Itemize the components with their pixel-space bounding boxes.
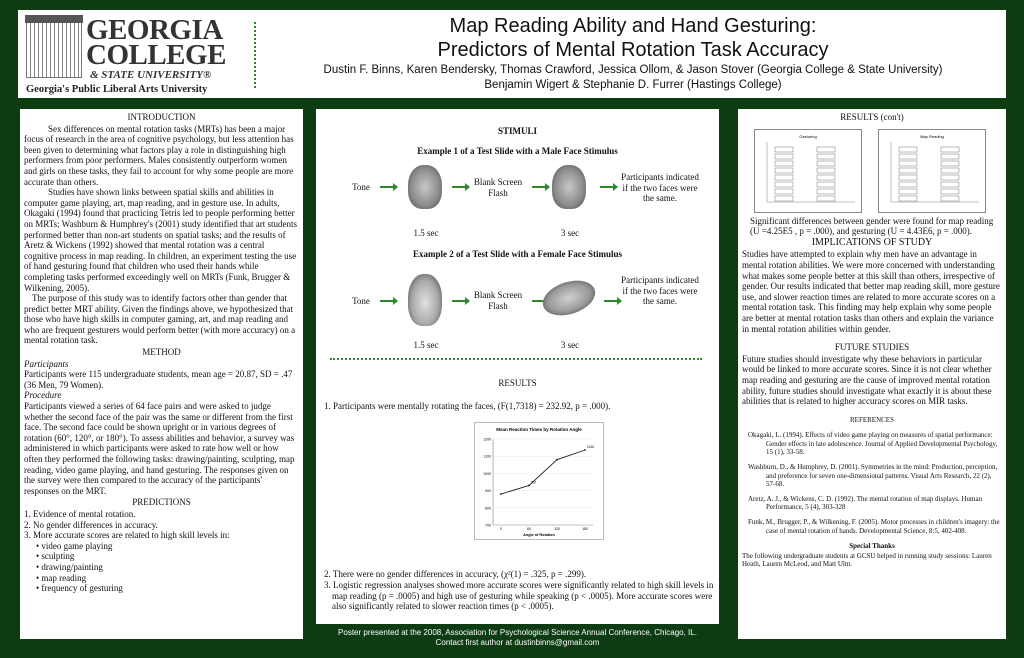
data-point	[584, 449, 586, 451]
thanks-text: The following undergraduate students at GCSU helped in running study sessions: Lauren Heath, Lauren McLeod, and Matt Ulm.	[742, 551, 992, 569]
bar-segment	[941, 189, 959, 194]
intro-paragraph-3: The purpose of this study was to identify factors other than gender that predict better MRT ability. Given the findings above, we hypothesized that those who have high skills in computer gaming, art, and map reading and who are frequent gesturers would perform better (with more accuracy) on a mental rotation task.	[24, 293, 296, 346]
bar-segment	[899, 189, 917, 194]
procedure-text: Participants viewed a series of 64 face pairs and were asked to judge whether the second face of the pair was the same or different from the first face. The second face could be shown upright or in various degrees of rotation (60°, 120°, or 180°). To assess abilities and behavior, a survey was administered in which participants were asked to rate how well or how often they performed the following tasks: drawing/painting, sculpting, map reading, video game playing, and hand gesturing. The responses given on the survey were then compared to the accuracy of the participants' responses on the MRT.	[24, 401, 295, 496]
bar-segment	[899, 182, 917, 187]
x-tick-label: 60	[527, 527, 531, 531]
bar-segment	[817, 154, 835, 159]
reference-item: Aretz, A. J., & Wickens, C. D. (1992). The mental rotation of map displays. Human Performance, 5 (4), 303-328	[748, 494, 983, 512]
bar-segment	[775, 196, 793, 201]
tone-label: Tone	[352, 182, 370, 192]
bar-segment	[941, 147, 959, 152]
bar-segment	[899, 175, 917, 180]
time-label: 1.5 sec	[413, 228, 439, 238]
bar-segment	[941, 168, 959, 173]
right-column	[738, 109, 1006, 639]
bar-segment	[775, 182, 793, 187]
footer-line-1: Poster presented at the 2008, Association for Psychological Science Annual Conference, Chicago, IL.	[338, 628, 697, 637]
data-point	[528, 485, 530, 487]
bar-segment	[817, 161, 835, 166]
poster-footer	[316, 628, 719, 648]
prediction-sublist	[24, 541, 299, 594]
future-studies-heading: FUTURE STUDIES	[834, 342, 910, 353]
bar-segment	[817, 182, 835, 187]
arrow-icon	[604, 300, 618, 302]
blank-screen-label: Blank Screen Flash	[473, 177, 523, 198]
participants-indicate-label: Participants indicated if the two faces were the same.	[621, 275, 699, 307]
reference-item: Washburn, D., & Humphrey, D. (2001). Symmetries in the mind: Production, perception, and preference for seven one-dimensional patterns. Visual Arts Research, 22 (2), 57-68.	[748, 463, 998, 489]
prediction-sub-item: • map reading	[36, 573, 299, 584]
bar-segment	[899, 196, 917, 201]
bar-segment	[817, 168, 835, 173]
bar-segment	[899, 147, 917, 152]
gender-difference-text: Significant differences between gender were found for map reading (U =4.25E5 , p = .000), and gesturing (U = 4.43E6, p = .000).	[750, 215, 994, 237]
series-line	[501, 450, 585, 494]
references-heading: REFERENCES	[850, 415, 894, 424]
prediction-sub-item: • sculpting	[36, 551, 299, 562]
bar-segment	[941, 175, 959, 180]
logo-line-2: COLLEGE	[86, 39, 226, 71]
male-face-image	[552, 165, 586, 209]
result-1: 1. Participants were mentally rotating the faces, (F(1,7318) = 232.92, p = .000).	[324, 401, 611, 411]
bar-segment	[775, 189, 793, 194]
bar-segment	[775, 161, 793, 166]
time-label: 3 sec	[560, 228, 580, 238]
bar-segment	[775, 168, 793, 173]
logo-line-1: GEORGIA	[86, 14, 223, 46]
participants-label: Participants	[24, 358, 69, 369]
intro-paragraph-1: Sex differences on mental rotation tasks (MRTs) has been a major focus of research in the area of cognitive psychology, but less attention has been given to determining what factors play a role in distinguishing high performers from poor performers. Males consistently outperform women and girls on these tasks, they fail to account for why some people are more accurate than others.	[24, 123, 294, 187]
poster-title-line-1: Map Reading Ability and Hand Gesturing:	[449, 15, 817, 37]
prediction-sub-item: • drawing/painting	[36, 562, 299, 573]
reference-item: Funk, M., Brugger, P., & Wilkening, F. (2005). Motor processes in children's imagery: the case of mental rotation of hands. Developmental Science, 8:5, 402-408.	[748, 518, 1000, 535]
data-label: 1136	[587, 445, 594, 450]
arrow-icon	[532, 186, 546, 188]
results-cont-heading: RESULTS (con't)	[840, 112, 904, 122]
result-3: 3. Logistic regression analyses showed more accurate scores were significantly related to high skill levels in map reading (p = .0005) and high use of gesturing while speaking (p < .0005). More accurate scores were also significantly related to slower reaction times (p < .0005).	[324, 580, 714, 612]
footer-line-2: Contact first author at dustinbinns@gmail.com	[435, 638, 600, 647]
logo-tagline: Georgia's Public Liberal Arts University	[26, 84, 208, 95]
time-label: 3 sec	[560, 340, 580, 350]
y-tick-label: 1100	[483, 454, 491, 459]
prediction-3: 3. More accurate scores are related to high skill levels in:	[24, 530, 230, 541]
thanks-heading: Special Thanks	[849, 542, 895, 551]
bar-segment	[899, 154, 917, 159]
intro-paragraph-2: Studies have shown links between spatial skills and abilities in computer game playing, art, map reading, and in gesture use. In adults, Okagaki (1994) found that practicing Tetris led to people performing better on MRTs; Washburn & Humphrey's (2001) study identified that art students performed better than non-art students on spatial tasks; and the results of Aretz & Wickens (1992) showed that mental rotation was a central cognitive process in map reading. In children, an experiment testing the use of hand gesturing found that children who used their hands while completing tasks performed exceedingly well on MRTs (Funk, Brugger & Wilkening, 2005).	[24, 187, 298, 293]
header-divider	[254, 22, 256, 88]
participants-text: Participants were 115 undergraduate students, mean age = 20.87, SD = .47 (36 Men, 79 Women).	[24, 369, 293, 390]
prediction-2: 2. No gender differences in accuracy.	[24, 519, 158, 530]
arrow-icon	[380, 300, 394, 302]
implications-heading: IMPLICATIONS OF STUDY	[811, 236, 933, 248]
y-tick-label: 1200	[483, 437, 491, 442]
arrow-icon	[600, 186, 614, 188]
gender-charts-area	[742, 124, 1002, 216]
map-reading-chart	[878, 129, 986, 213]
map-reading-chart-svg	[879, 130, 985, 212]
y-tick-label: 700	[485, 523, 491, 528]
stimuli-heading: STIMULI	[497, 126, 537, 136]
center-column	[316, 109, 719, 624]
y-tick-label: 900	[485, 489, 491, 494]
prediction-sub-item: • frequency of gesturing	[36, 583, 299, 594]
reaction-time-chart	[474, 422, 604, 540]
columns-crest-icon	[26, 18, 82, 78]
authors-line-2: Benjamin Wigert & Stephanie D. Furrer (Hastings College)	[484, 79, 782, 91]
bar-segment	[941, 196, 959, 201]
x-tick-label: 120	[554, 527, 560, 531]
time-label: 1.5 sec	[413, 340, 439, 350]
y-tick-label: 800	[485, 506, 491, 511]
section-divider	[330, 358, 702, 360]
university-logo	[24, 14, 236, 94]
predictions-heading: PREDICTIONS	[132, 497, 191, 508]
participants-indicate-label: Participants indicated if the two faces were the same.	[621, 172, 699, 204]
reaction-time-chart-svg	[475, 423, 603, 539]
logo-line-3: & STATE UNIVERSITY®	[90, 69, 212, 81]
example-1-caption: Example 1 of a Test Slide with a Male Face Stimulus	[417, 146, 618, 156]
bar-segment	[817, 175, 835, 180]
authors-line-1: Dustin F. Binns, Karen Bendersky, Thomas Crawford, Jessica Ollom, & Jason Stover (Georgia College & State University)	[323, 64, 943, 76]
mini-chart-title: Gesturing	[799, 133, 817, 139]
results-heading: RESULTS	[498, 378, 537, 388]
poster-header	[18, 10, 1006, 98]
x-tick-label: 0	[500, 527, 502, 531]
poster-title-line-2: Predictors of Mental Rotation Task Accuracy	[437, 39, 829, 61]
gesturing-chart-svg	[755, 130, 861, 212]
blank-screen-label: Blank Screen Flash	[473, 290, 523, 311]
future-studies-text: Future studies should investigate why these behaviors in particular would be linked to more accurate scores. Since it is not clear whether map reading and gesturing are the cause of improved mental rotation ability, future studies should investigate what exactly it is about these abilities that is related to higher accuracy scores on MIR tasks.	[742, 353, 992, 407]
bar-segment	[775, 154, 793, 159]
bar-segment	[775, 147, 793, 152]
bar-segment	[817, 189, 835, 194]
example-2-caption: Example 2 of a Test Slide with a Female Face Stimulus	[413, 249, 622, 259]
bar-segment	[941, 182, 959, 187]
arrow-icon	[380, 186, 394, 188]
bar-segment	[817, 196, 835, 201]
poster-title-block	[278, 14, 988, 93]
x-tick-label: 180	[582, 527, 588, 531]
prediction-sub-item: • video game playing	[36, 541, 299, 552]
gesturing-chart	[754, 129, 862, 213]
arrow-icon	[452, 300, 466, 302]
bar-segment	[899, 168, 917, 173]
bar-segment	[899, 161, 917, 166]
intro-heading: INTRODUCTION	[127, 112, 196, 122]
mini-chart-title: Map Reading	[920, 133, 944, 139]
data-label: 937	[531, 480, 537, 485]
x-axis-label: Angle of Rotation	[523, 533, 555, 537]
bar-segment	[817, 147, 835, 152]
left-column	[20, 109, 303, 639]
y-tick-label: 1000	[483, 471, 491, 476]
bar-segment	[941, 154, 959, 159]
data-point	[556, 459, 558, 461]
female-face-image	[408, 274, 442, 326]
data-point	[500, 493, 502, 495]
arrow-icon	[452, 186, 466, 188]
method-heading: METHOD	[142, 347, 181, 358]
chart-title: Mean Reaction Times by Rotation Angle	[496, 427, 582, 432]
male-face-image	[408, 165, 442, 209]
procedure-label: Procedure	[24, 390, 62, 401]
result-2: 2. There were no gender differences in accuracy, (χ²(1) = .325, p = .299).	[324, 569, 587, 579]
reference-item: Okagaki, L. (1994). Effects of video game playing on measures of spatial performance: Gender effects in late adolescence. Journal of Applied Developmental Psychology, 15 (1), 33-58.	[748, 431, 998, 457]
prediction-1: 1. Evidence of mental rotation.	[24, 508, 136, 519]
implications-text: Studies have attempted to explain why men have an advantage in mental rotation abilities. We were more concerned with understanding what makes some people better at this skill than others, irrespective of gender. Our results indicated that better map reading skill, more gesture use, and slower reaction times are related to more accurate scores on a mental rotation task. This finding may help explain why some people are better at mental rotation tasks than others and explain the variance in mental rotation abilities within gender.	[742, 249, 1000, 334]
tone-label: Tone	[352, 296, 370, 306]
rotated-female-face-image	[538, 274, 599, 321]
bar-segment	[941, 161, 959, 166]
bar-segment	[775, 175, 793, 180]
